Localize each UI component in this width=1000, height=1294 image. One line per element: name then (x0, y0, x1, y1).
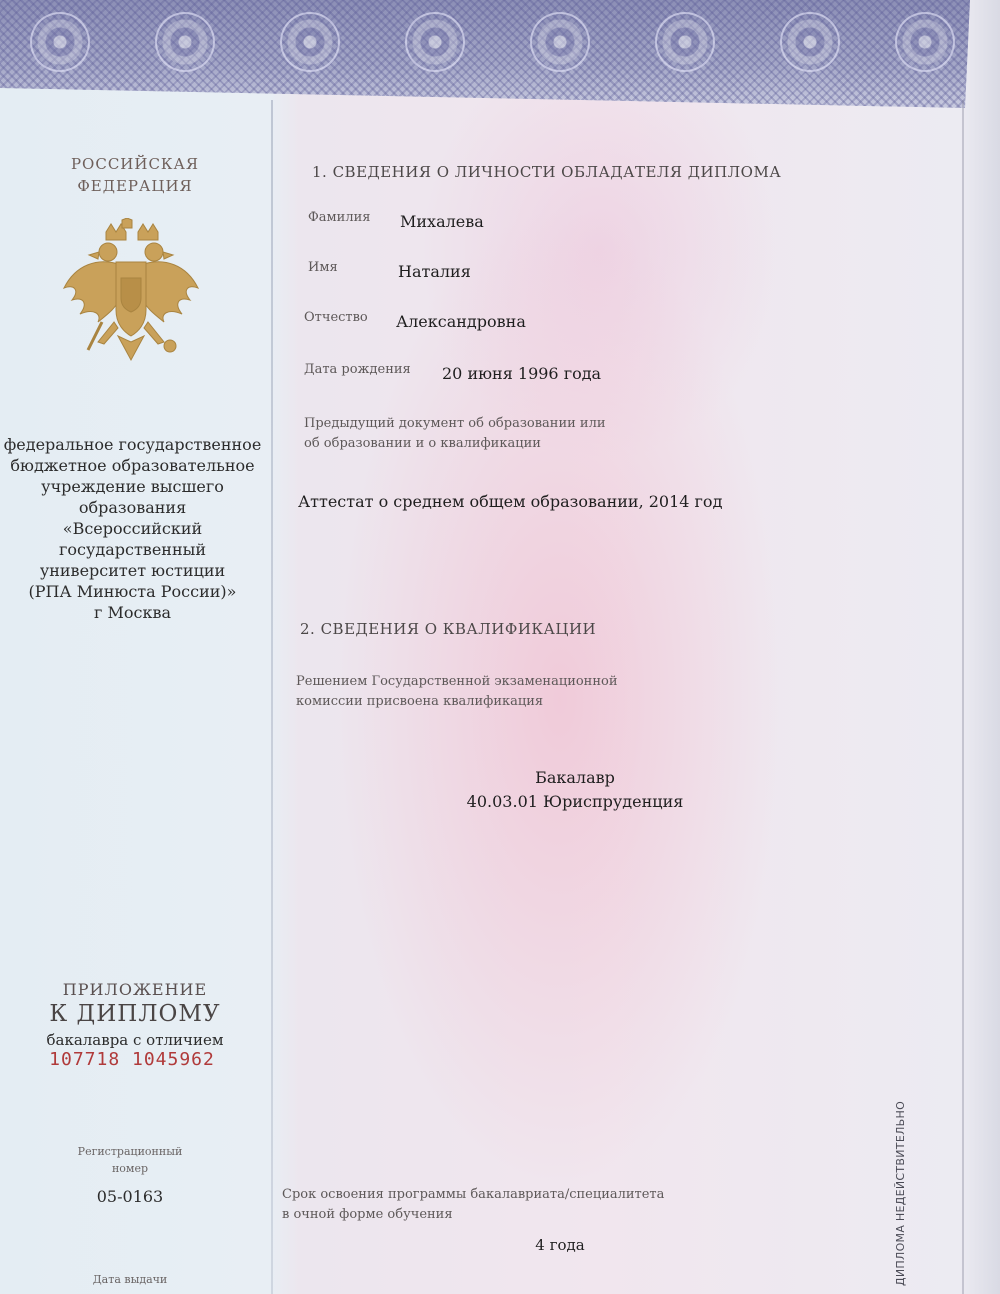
issue-date-label: Дата выдачи (92, 1273, 168, 1286)
org-line: (РПА Минюста России)» (28, 582, 237, 601)
label-line: Регистрационный (77, 1145, 183, 1158)
rosette-ornament (780, 12, 840, 72)
org-line: г Москва (94, 603, 171, 622)
country-line: ФЕДЕРАЦИЯ (77, 177, 193, 195)
qualification-awarded (400, 766, 750, 814)
org-line: федеральное государственное (3, 435, 262, 454)
previous-document-label (304, 414, 704, 454)
previous-document-value: Аттестат о среднем общем образовании, 2014 год (298, 492, 723, 511)
label-line: в очной форме обучения (282, 1207, 453, 1222)
birth-date-label: Дата рождения (304, 362, 411, 377)
rosette-ornament (30, 12, 90, 72)
name-value: Наталия (398, 262, 471, 281)
organization-name (0, 434, 265, 623)
org-line: учреждение высшего образования (41, 477, 224, 517)
fold-line (271, 100, 273, 1294)
section-title-qualification: 2. СВЕДЕНИЯ О КВАЛИФИКАЦИИ (300, 620, 597, 638)
rosette-ornament (405, 12, 465, 72)
surname-value: Михалева (400, 212, 484, 231)
label-line: номер (111, 1162, 149, 1175)
double-headed-eagle-emblem-icon (58, 218, 204, 368)
specialty-value: 40.03.01 Юриспруденция (466, 792, 684, 811)
rosette-ornament (280, 12, 340, 72)
surname-label: Фамилия (308, 210, 371, 225)
study-term-label (282, 1185, 752, 1225)
label-line: Предыдущий документ об образовании или (304, 416, 606, 431)
registration-number: 05-0163 (96, 1187, 164, 1206)
appendix-subtitle: К ДИПЛОМУ (49, 1001, 221, 1027)
qualification-decision-text (296, 672, 716, 712)
diploma-type: бакалавра с отличием (46, 1031, 224, 1049)
patronymic-value: Александровна (396, 312, 526, 331)
birth-date-value: 20 июня 1996 года (442, 364, 602, 383)
guilloche-header-band (0, 0, 1000, 108)
country-heading (40, 153, 230, 197)
patronymic-label: Отчество (304, 310, 368, 325)
rosette-ornament (655, 12, 715, 72)
name-label: Имя (308, 260, 338, 275)
label-line: Срок освоения программы бакалавриата/специалитета (282, 1187, 665, 1202)
org-line: «Всероссийский государственный (58, 519, 207, 559)
vertical-validity-note (890, 1078, 910, 1288)
serial-number: 107718 1045962 (49, 1049, 215, 1070)
degree-value: Бакалавр (535, 768, 615, 787)
org-line: университет юстиции (39, 561, 226, 580)
rosette-ornament (155, 12, 215, 72)
label-line: комиссии присвоена квалификация (296, 694, 544, 709)
country-line: РОССИЙСКАЯ (70, 155, 200, 173)
rosette-ornament (530, 12, 590, 72)
study-term-value: 4 года (535, 1236, 585, 1254)
label-line: Решением Государственной экзаменационной (296, 674, 618, 689)
appendix-title: ПРИЛОЖЕНИЕ (62, 980, 208, 999)
registration-number-label (40, 1143, 220, 1177)
section-title-personal: 1. СВЕДЕНИЯ О ЛИЧНОСТИ ОБЛАДАТЕЛЯ ДИПЛОМА (312, 163, 782, 181)
label-line: об образовании и о квалификации (304, 436, 541, 451)
rosette-ornament (895, 12, 955, 72)
vertical-note-text: ДИПЛОМА НЕДЕЙСТВИТЕЛЬНО (894, 1100, 907, 1286)
page-edge (962, 100, 964, 1294)
org-line: бюджетное образовательное (10, 456, 255, 475)
